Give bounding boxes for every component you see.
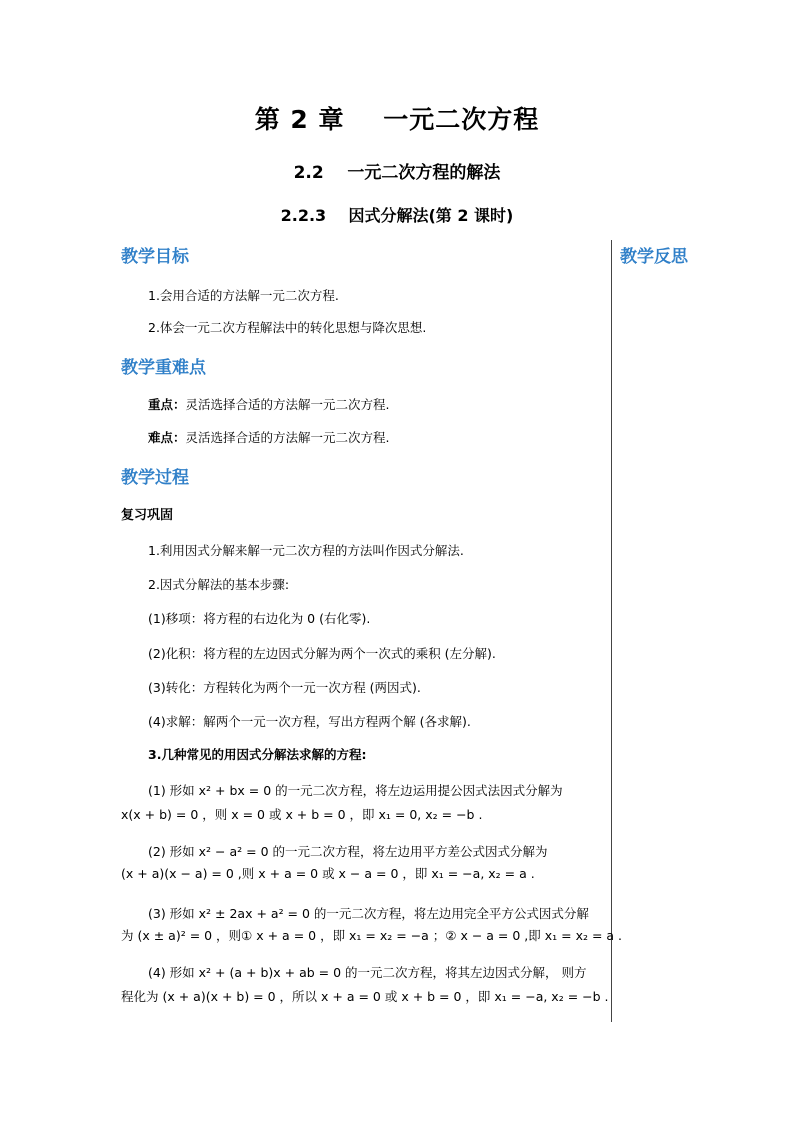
reflection-heading: 教学反思 (620, 247, 688, 267)
process-line-5: (3)转化：方程转化为两个一元一次方程 (两因式). (148, 680, 421, 695)
section-title: 2.2 一元二次方程的解法 (293, 163, 501, 183)
key-label: 重点： (148, 397, 186, 412)
process-line-3: (1)移项：将方程的右边化为 0 (右化零). (148, 611, 371, 626)
case2-line2: (x + a)(x − a) = 0 ,则 x + a = 0 或 x − a = 0 ，即 x₁ = −a, x₂ = a . (121, 866, 535, 881)
process-line-4: (2)化积：将方程的左边因式分解为两个一次式的乘积 (左分解). (148, 646, 496, 661)
process-line-1: 1.利用因式分解来解一元二次方程的方法叫作因式分解法. (148, 543, 464, 558)
process-line-2: 2.因式分解法的基本步骤: (148, 577, 290, 592)
column-divider (611, 240, 612, 1022)
key-text: 灵活选择合适的方法解一元二次方程. (185, 397, 390, 412)
case4-line2: 程化为 (x + a)(x + b) = 0 ，所以 x + a = 0 或 x + b = 0 ，即 x₁ = −a, x₂ = −b . (121, 989, 609, 1004)
key-points-heading: 教学重难点 (121, 358, 206, 378)
common-equations-heading: 3.几种常见的用因式分解法求解的方程: (148, 747, 367, 762)
case3-line1: (3) 形如 x² ± 2ax + a² = 0 的一元二次方程，将左边用完全平方公式因式分解 (148, 906, 589, 921)
difficulty-text: 灵活选择合适的方法解一元二次方程. (185, 430, 390, 445)
process-line-6: (4)求解：解两个一元一次方程，写出方程两个解 (各求解). (148, 714, 471, 729)
subsection-title: 2.2.3 因式分解法(第 2 课时) (280, 206, 514, 225)
key-point-line (148, 395, 390, 413)
goal-item-2: 2.体会一元二次方程解法中的转化思想与降次思想. (148, 320, 427, 335)
review-heading: 复习巩固 (121, 508, 174, 523)
case3-line2: 为 (x ± a)² = 0 ，则① x + a = 0 ，即 x₁ = x₂ = −a ；② x − a = 0 ,即 x₁ = x₂ = a . (121, 928, 623, 943)
difficulty-line (148, 428, 390, 446)
difficulty-label: 难点： (148, 430, 186, 445)
goals-heading: 教学目标 (121, 247, 189, 267)
case1-line1: (1) 形如 x² + bx = 0 的一元二次方程，将左边运用提公因式法因式分解为 (148, 783, 563, 798)
chapter-title: 第 2 章 一元二次方程 (254, 105, 540, 134)
case2-line1: (2) 形如 x² − a² = 0 的一元二次方程，将左边用平方差公式因式分解为 (148, 844, 548, 859)
goal-item-1: 1.会用合适的方法解一元二次方程. (148, 288, 339, 303)
process-heading: 教学过程 (121, 468, 189, 488)
case4-line1: (4) 形如 x² + (a + b)x + ab = 0 的一元二次方程，将其左边因式分解， 则方 (148, 965, 587, 980)
case1-line2: x(x + b) = 0 ，则 x = 0 或 x + b = 0 ，即 x₁ = 0, x₂ = −b . (121, 807, 483, 822)
